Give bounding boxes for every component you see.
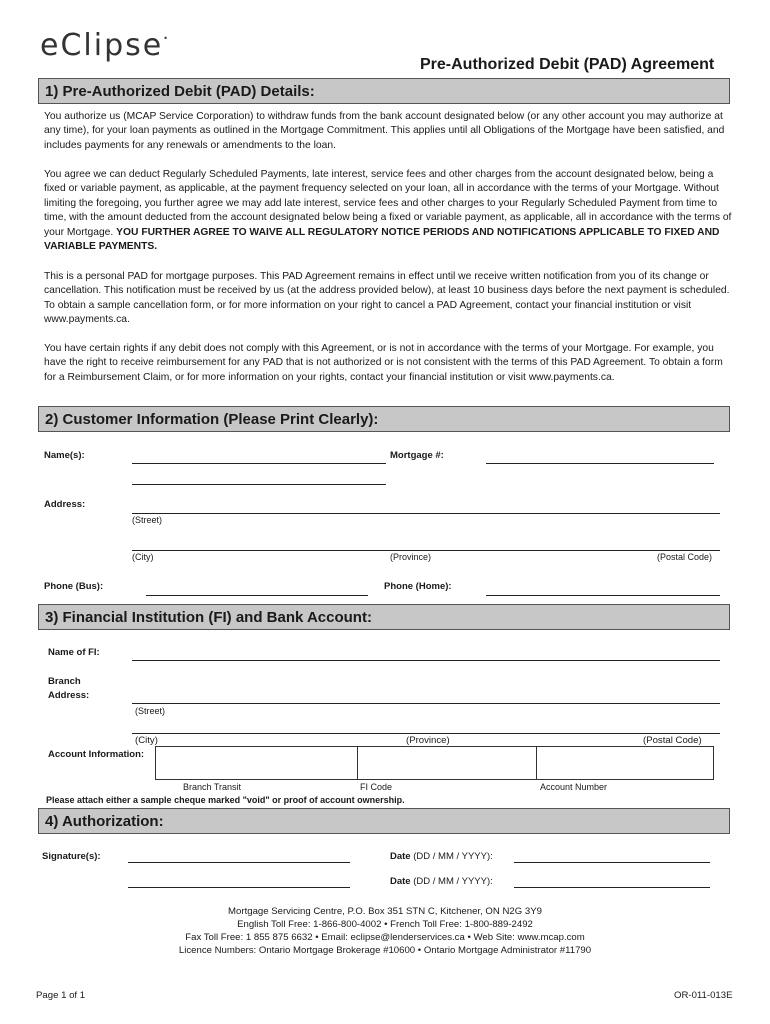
section-3-heading: 3) Financial Institution (FI) and Bank Account: — [38, 604, 730, 630]
branch-label: Branch — [48, 676, 81, 687]
phone-home-label: Phone (Home): — [384, 581, 452, 592]
pad-details-paragraph-2: You agree we can deduct Regularly Scheduled Payments, late interest, service fees and other charges from the account designated below, being a fixed or variable payment, as applicable, at the payment frequency selected on your loan, all in accordance with the terms of your Mortgage. Without limiting the foregoing, you further agree we may add late interest, service fees and other charges to your Regularly Scheduled Payment from time to time, with the amount deducted from the account designated below being a fixed or variable payment, as applicable, all in accordance with the terms of your Mortgage. YOU FURTHER AGREE TO WAIVE ALL REGULATORY NOTICE PERIODS AND NOTIFICATIONS APPLICABLE TO FIXED AND VARIABLE PAYMENTS. — [44, 169, 732, 253]
address-city-field[interactable] — [132, 550, 720, 551]
mortgage-number-label: Mortgage #: — [390, 450, 444, 461]
form-code: OR-011-013E — [674, 990, 733, 1001]
branch-address-label: Address: — [48, 690, 90, 701]
attach-cheque-note: Please attach either a sample cheque marked "void" or proof of account ownership. — [46, 795, 405, 805]
branch-transit-field[interactable] — [156, 747, 356, 779]
names-label: Name(s): — [44, 450, 85, 461]
branch-street-caption: (Street) — [135, 706, 166, 716]
eclipse-logo: eClipse• — [40, 28, 170, 63]
signature-label: Signature(s): — [42, 851, 101, 862]
footer-licence: Licence Numbers: Ontario Mortgage Brokerage #10600 • Ontario Mortgage Administrator #11790 — [178, 945, 592, 956]
account-number-field[interactable] — [537, 747, 713, 779]
fi-name-label: Name of FI: — [48, 647, 100, 658]
address-label: Address: — [44, 499, 86, 510]
pad-details-paragraph-1: You authorize us (MCAP Service Corporation) to withdraw funds from the bank account designated below (or any other account you may authorize at any time), for your loan payments as outlined in the Mortgage Commitment. This applies until all Obligations of the Mortgage have been satisfied, and includes payments for any renewals or amendments to the loan. — [44, 111, 725, 151]
date-label-1: Date (DD / MM / YYYY): — [390, 851, 493, 862]
section-4-heading: 4) Authorization: — [38, 808, 730, 834]
footer-phone: English Toll Free: 1-866-800-4002 • French Toll Free: 1-800-889-2492 — [237, 919, 533, 930]
document-title: Pre-Authorized Debit (PAD) Agreement — [420, 56, 715, 73]
fi-code-caption: FI Code — [360, 782, 393, 792]
date-label-2: Date (DD / MM / YYYY): — [390, 876, 493, 887]
pad-details-paragraph-3: This is a personal PAD for mortgage purposes. This PAD Agreement remains in effect until we receive written notification from you of its change or cancellation. This notification must be received by us (at the address provided below), at least 10 business days before the next payment is scheduled. To obtain a sample cancellation form, or for more information on your right to cancel a PAD Agreement, contact your financial institution or visit www.payments.ca. — [44, 271, 730, 326]
city-caption: (City) — [132, 552, 154, 562]
branch-city-field[interactable] — [132, 733, 720, 734]
address-street-field[interactable] — [132, 513, 720, 514]
account-number-caption: Account Number — [540, 782, 608, 792]
account-information-label: Account Information: — [48, 749, 145, 760]
province-caption: (Province) — [390, 552, 432, 562]
pad-details-paragraph-4: You have certain rights if any debit does not comply with this Agreement, or is not in accordance with the terms of your Mortgage. For example, you have the right to receive reimbursement for any PAD that is not authorized or is not consistent with the terms of this PAD Agreement. To obtain a form for a Reimbursement Claim, or for more information on your rights, contact your financial institution or visit www.payments.ca. — [44, 343, 723, 383]
date-field-2[interactable] — [514, 887, 710, 888]
branch-street-field[interactable] — [132, 703, 720, 704]
fi-name-field[interactable] — [132, 660, 720, 661]
branch-transit-caption: Branch Transit — [183, 782, 242, 792]
names-field-2[interactable] — [132, 484, 386, 485]
date-field-1[interactable] — [514, 862, 710, 863]
footer-address: Mortgage Servicing Centre, P.O. Box 351 STN C, Kitchener, ON N2G 3Y9 — [228, 906, 542, 917]
mortgage-number-field[interactable] — [486, 463, 714, 464]
phone-business-label: Phone (Bus): — [44, 581, 104, 592]
fi-code-field[interactable] — [358, 747, 535, 779]
postal-code-caption: (Postal Code) — [657, 552, 713, 562]
signature-field-1[interactable] — [128, 862, 350, 863]
branch-city-caption: (City) — [135, 735, 158, 746]
phone-business-field[interactable] — [146, 595, 368, 596]
branch-postal-code-caption: (Postal Code) — [643, 735, 702, 746]
signature-field-2[interactable] — [128, 887, 350, 888]
section-2-heading: 2) Customer Information (Please Print Clearly): — [38, 406, 730, 432]
phone-home-field[interactable] — [486, 595, 720, 596]
page-number: Page 1 of 1 — [36, 990, 86, 1001]
branch-province-caption: (Province) — [406, 735, 450, 746]
names-field-1[interactable] — [132, 463, 386, 464]
footer-contact: Fax Toll Free: 1 855 875 6632 • Email: eclipse@lenderservices.ca • Web Site: www.mcap.com — [185, 932, 585, 943]
section-1-heading: 1) Pre-Authorized Debit (PAD) Details: — [38, 78, 730, 104]
street-caption: (Street) — [132, 515, 163, 525]
